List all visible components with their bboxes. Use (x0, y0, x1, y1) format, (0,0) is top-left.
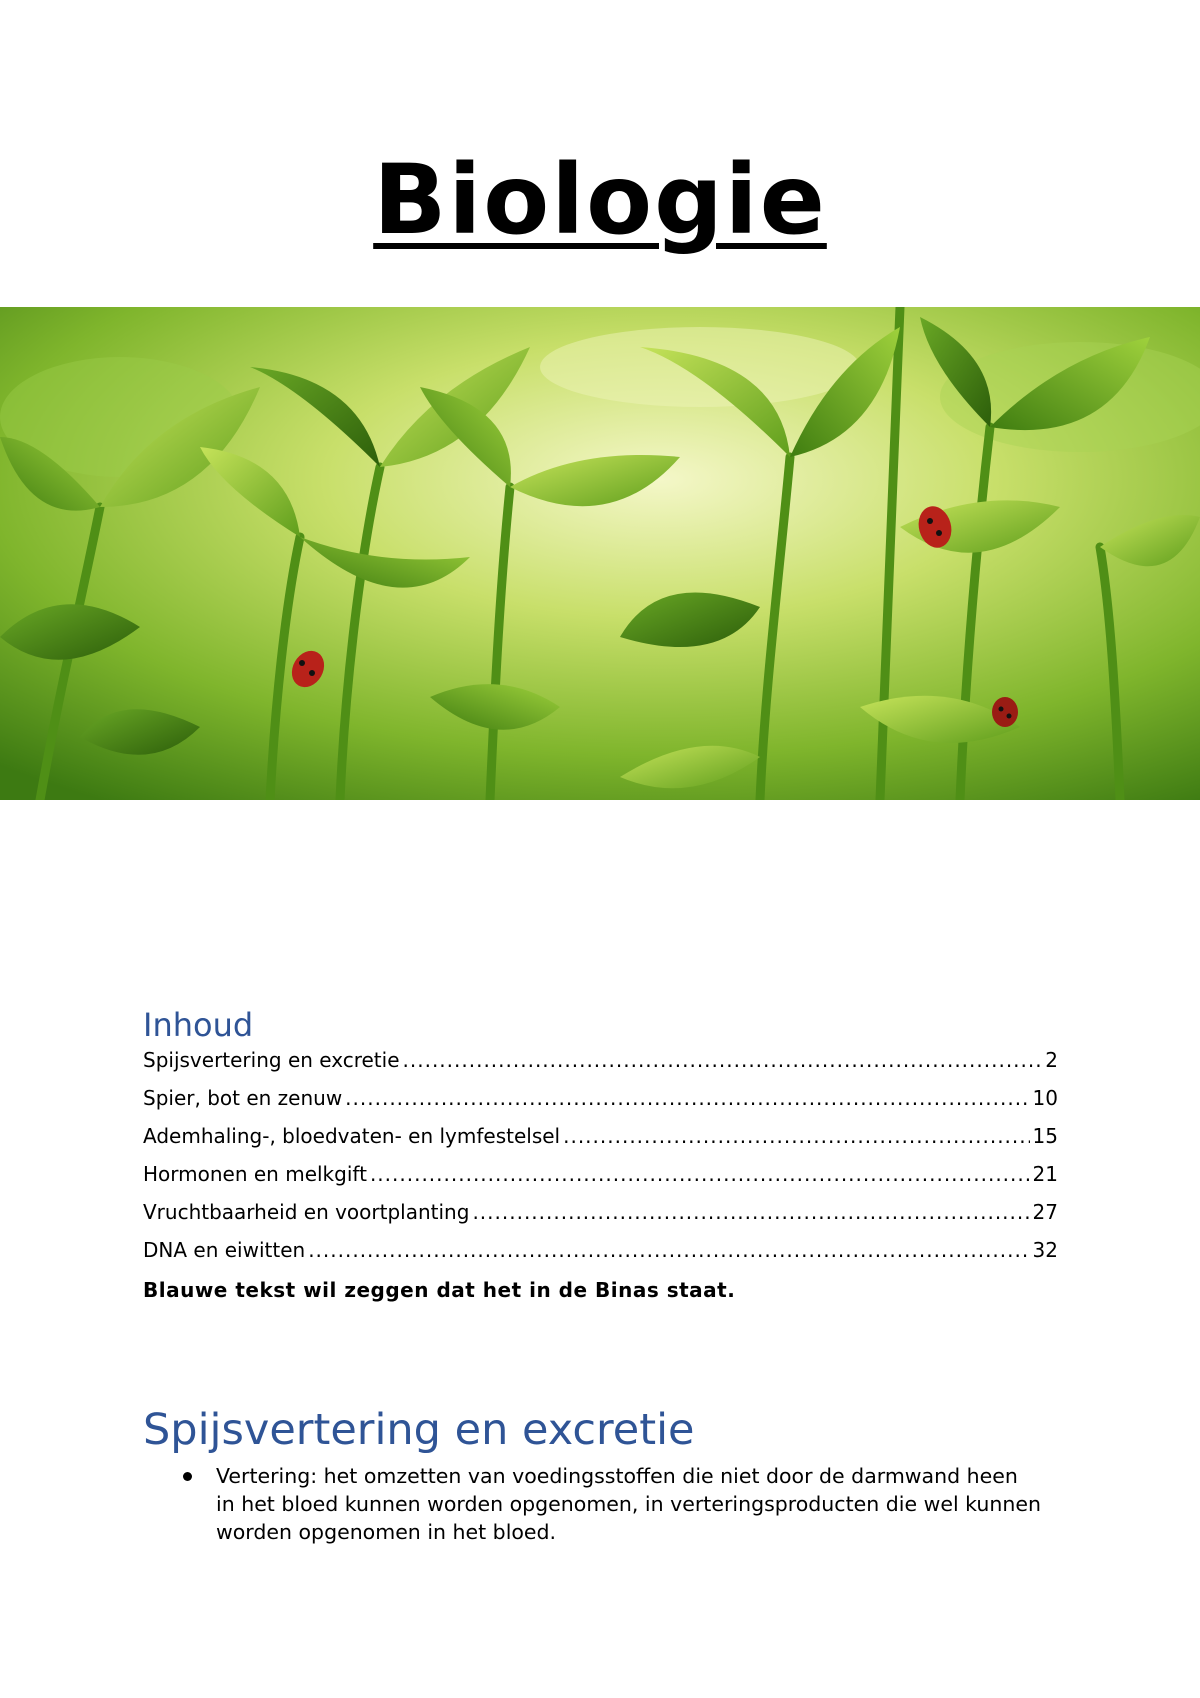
binas-note: Blauwe tekst wil zeggen dat het in de Binas staat. (143, 1278, 736, 1302)
bullet-icon (183, 1472, 192, 1481)
list-item (143, 1462, 1043, 1546)
cover-image-leaves-ladybugs (0, 307, 1200, 800)
toc-entry-page: 32 (1032, 1238, 1058, 1262)
section-heading: Spijsvertering en excretie (143, 1405, 695, 1455)
toc-dot-leader (472, 1197, 1029, 1227)
toc-entry-label: Spier, bot en zenuw (143, 1086, 343, 1110)
toc-entry[interactable] (143, 1121, 1058, 1159)
list-item-text: Vertering: het omzetten van voedingsstoffen die niet door de darmwand heen in het bloed kunnen worden opgenomen, in verteringsproducten die wel kunnen worden opgenomen in het bloed. (216, 1464, 1041, 1544)
document-title: Biologie (373, 144, 827, 256)
bullet-list (143, 1462, 1043, 1546)
toc-entry[interactable] (143, 1083, 1058, 1121)
toc-entry-label: Spijsvertering en excretie (143, 1048, 400, 1072)
toc-dot-leader (345, 1083, 1029, 1113)
toc-entry-label: Hormonen en melkgift (143, 1162, 367, 1186)
toc-entry-page: 2 (1045, 1048, 1058, 1072)
toc-dot-leader (563, 1121, 1029, 1151)
table-of-contents (143, 1045, 1058, 1273)
ladybug-icon (992, 697, 1018, 727)
toc-entry-label: DNA en eiwitten (143, 1238, 306, 1262)
toc-dot-leader (370, 1159, 1030, 1189)
toc-entry-label: Ademhaling-, bloedvaten- en lymfestelsel (143, 1124, 561, 1148)
toc-entry[interactable] (143, 1235, 1058, 1273)
toc-entry-page: 10 (1032, 1086, 1058, 1110)
toc-entry-page: 21 (1032, 1162, 1058, 1186)
toc-entry-label: Vruchtbaarheid en voortplanting (143, 1200, 470, 1224)
toc-entry[interactable] (143, 1045, 1058, 1083)
toc-entry-page: 15 (1032, 1124, 1058, 1148)
toc-dot-leader (308, 1235, 1029, 1265)
toc-entry[interactable] (143, 1159, 1058, 1197)
toc-entry[interactable] (143, 1197, 1058, 1235)
toc-heading: Inhoud (143, 1006, 254, 1044)
toc-entry-page: 27 (1032, 1200, 1058, 1224)
toc-dot-leader (403, 1045, 1043, 1075)
